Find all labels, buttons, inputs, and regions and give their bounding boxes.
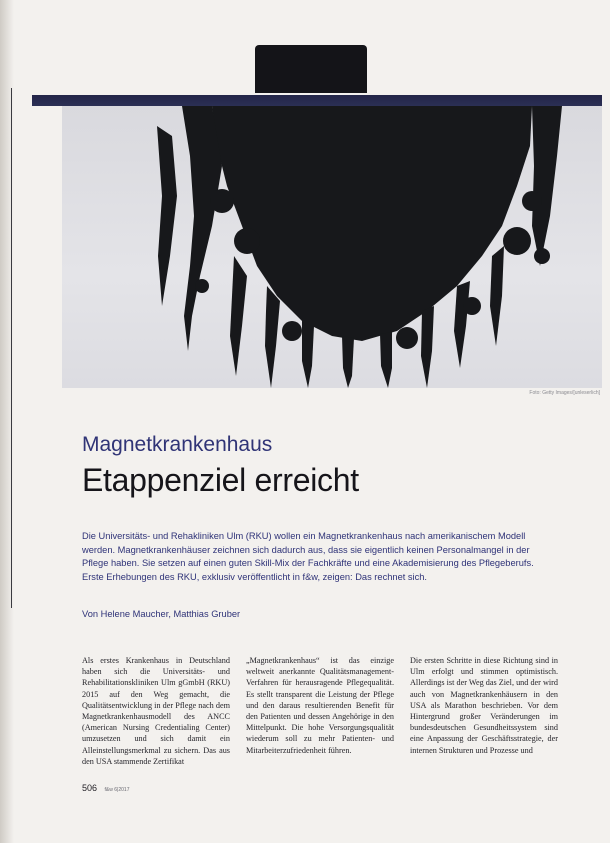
body-column-1: Als erstes Krankenhaus in Deutschland haben sich die Universitäts- und Rehabilitationskliniken Ulm gGmbH (RKU) 2015 auf den Weg gemacht, die Qualitätsentwicklung in der Pflege nach dem Magnetkrankenhausmodell des ANCC (American Nursing Credentialing Center) umzusetzen und sich damit ein Alleinstellungsmerkmal zu sichern. Das aus den USA stammende Zertifikat [82, 656, 230, 766]
header-photo [62, 106, 602, 388]
page-number: 506 [82, 783, 98, 793]
header-rule [32, 95, 602, 106]
photo-credit: Foto: Getty Images/[unleserlich] [529, 390, 600, 396]
article-byline: Von Helene Maucher, Matthias Gruber [82, 609, 241, 619]
article-headline: Etappenziel erreicht [82, 462, 359, 498]
scan-edge-line [11, 88, 12, 608]
body-column-3: Die ersten Schritte in diese Richtung sind in Ulm erfolgt und stimmen optimistisch. Allerdings ist der Weg das Ziel, und der wird auch von Magnetkrankenhäusern in den USA als Marathon beschrieben. Vor dem Hintergrund großer Veränderungen im bundesdeutschen Gesundheitssystem sind eine Anpassung der Geschäftsstrategie, der internen Strukturen und Prozesse und [410, 656, 558, 755]
body-column-2: „Magnetkrankenhaus“ ist das einzige weltweit anerkannte Qualitätsmanagement-Verfahren für herausragende Pflegequalität. Es stellt transparent die Leistung der Pflege und den daraus resultierenden Benefit für den Patienten und dessen Angehörige in den Mittelpunkt. Die hohe Versorgungsqualität wiederum soll zu mehr Patienten- und Mitarbeiterzufriedenheit führen. [246, 656, 394, 755]
page-footer [82, 783, 129, 793]
article-kicker: Magnetkrankenhaus [82, 433, 273, 456]
issue-label: f&w 6|2017 [104, 787, 130, 793]
plant-silhouette-image [62, 106, 602, 388]
section-tab [255, 45, 367, 93]
article-lead: Die Universitäts- und Rehakliniken Ulm (RKU) wollen ein Magnetkrankenhaus nach amerikanischem Modell werden. Magnetkrankenhäuser zeichnen sich dadurch aus, dass sie eigentlich keinen Personalmangel in der Pflege haben. Sie setzen auf einen guten Skill-Mix der Fachkräfte und eine Akademisierung des Pflegeberufs. Erste Erhebungen des RKU, exklusiv veröffentlicht in f&w, zeigen: Das rechnet sich. [82, 531, 534, 582]
